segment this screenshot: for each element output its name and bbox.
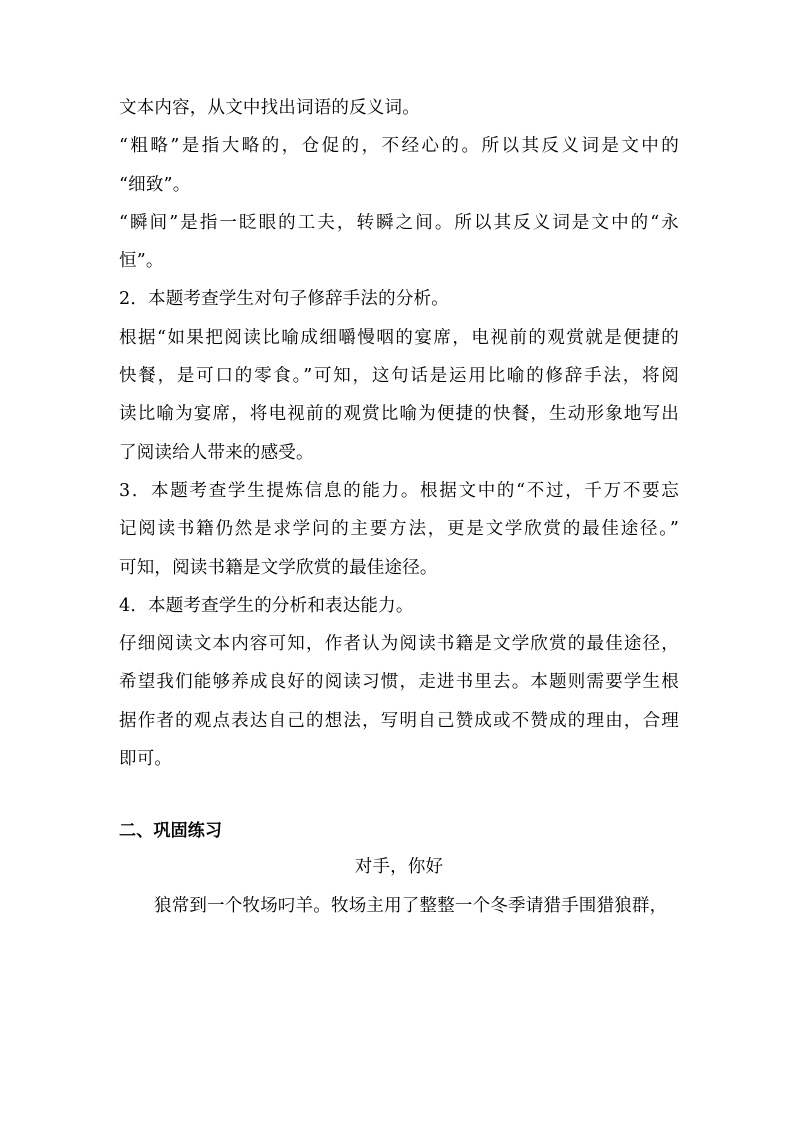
answer-item-2: 2．本题考查学生对句子修辞手法的分析。: [119, 289, 449, 310]
answer-item-3: 3．本题考查学生提炼信息的能力。根据文中的“不过，千万不要忘: [119, 480, 679, 501]
answer-line-5: 恒”。: [119, 251, 164, 272]
answer-line-17: 据作者的观点表达自己的想法，写明自己赞成或不赞成的理由，合理: [119, 710, 679, 731]
answer-line-9: 读比喻为宴席，将电视前的观赏比喻为便捷的快餐，生动形象地写出: [119, 404, 679, 425]
document-page: [119, 98, 679, 934]
answer-line-2: “粗略”是指大略的，仓促的，不经心的。所以其反义词是文中的: [119, 136, 679, 157]
answer-line-4: “瞬间”是指一眨眼的工夫，转瞬之间。所以其反义词是文中的“永: [119, 212, 679, 233]
answer-line-3: “细致”。: [119, 174, 191, 195]
answer-line-13: 可知，阅读书籍是文学欣赏的最佳途径。: [119, 557, 438, 578]
answer-item-4: 4．本题考查学生的分析和表达能力。: [119, 595, 414, 616]
answer-line-7: 根据“如果把阅读比喻成细嚼慢咽的宴席，电视前的观赏就是便捷的: [119, 327, 679, 348]
answer-line-10: 了阅读给人带来的感受。: [119, 442, 314, 463]
answer-line-15: 仔细阅读文本内容可知，作者认为阅读书籍是文学欣赏的最佳途径，: [119, 634, 679, 655]
passage-title: 对手，你好: [354, 857, 444, 878]
passage-paragraph: 狼常到一个牧场叼羊。牧场主用了整整一个冬季请猎手围猎狼群，: [154, 895, 668, 916]
answer-line-18: 即可。: [119, 749, 173, 770]
answer-line-12: 记阅读书籍仍然是求学问的主要方法，更是文学欣赏的最佳途径。”: [119, 519, 679, 540]
answer-line-1: 文本内容，从文中找出词语的反义词。: [119, 98, 420, 118]
section-heading: 二、巩固练习: [119, 821, 223, 842]
answer-line-8: 快餐，是可口的零食。”可知，这句话是运用比喻的修辞手法，将阅: [119, 366, 679, 387]
answer-line-16: 希望我们能够养成良好的阅读习惯，走进书里去。本题则需要学生根: [119, 672, 679, 693]
